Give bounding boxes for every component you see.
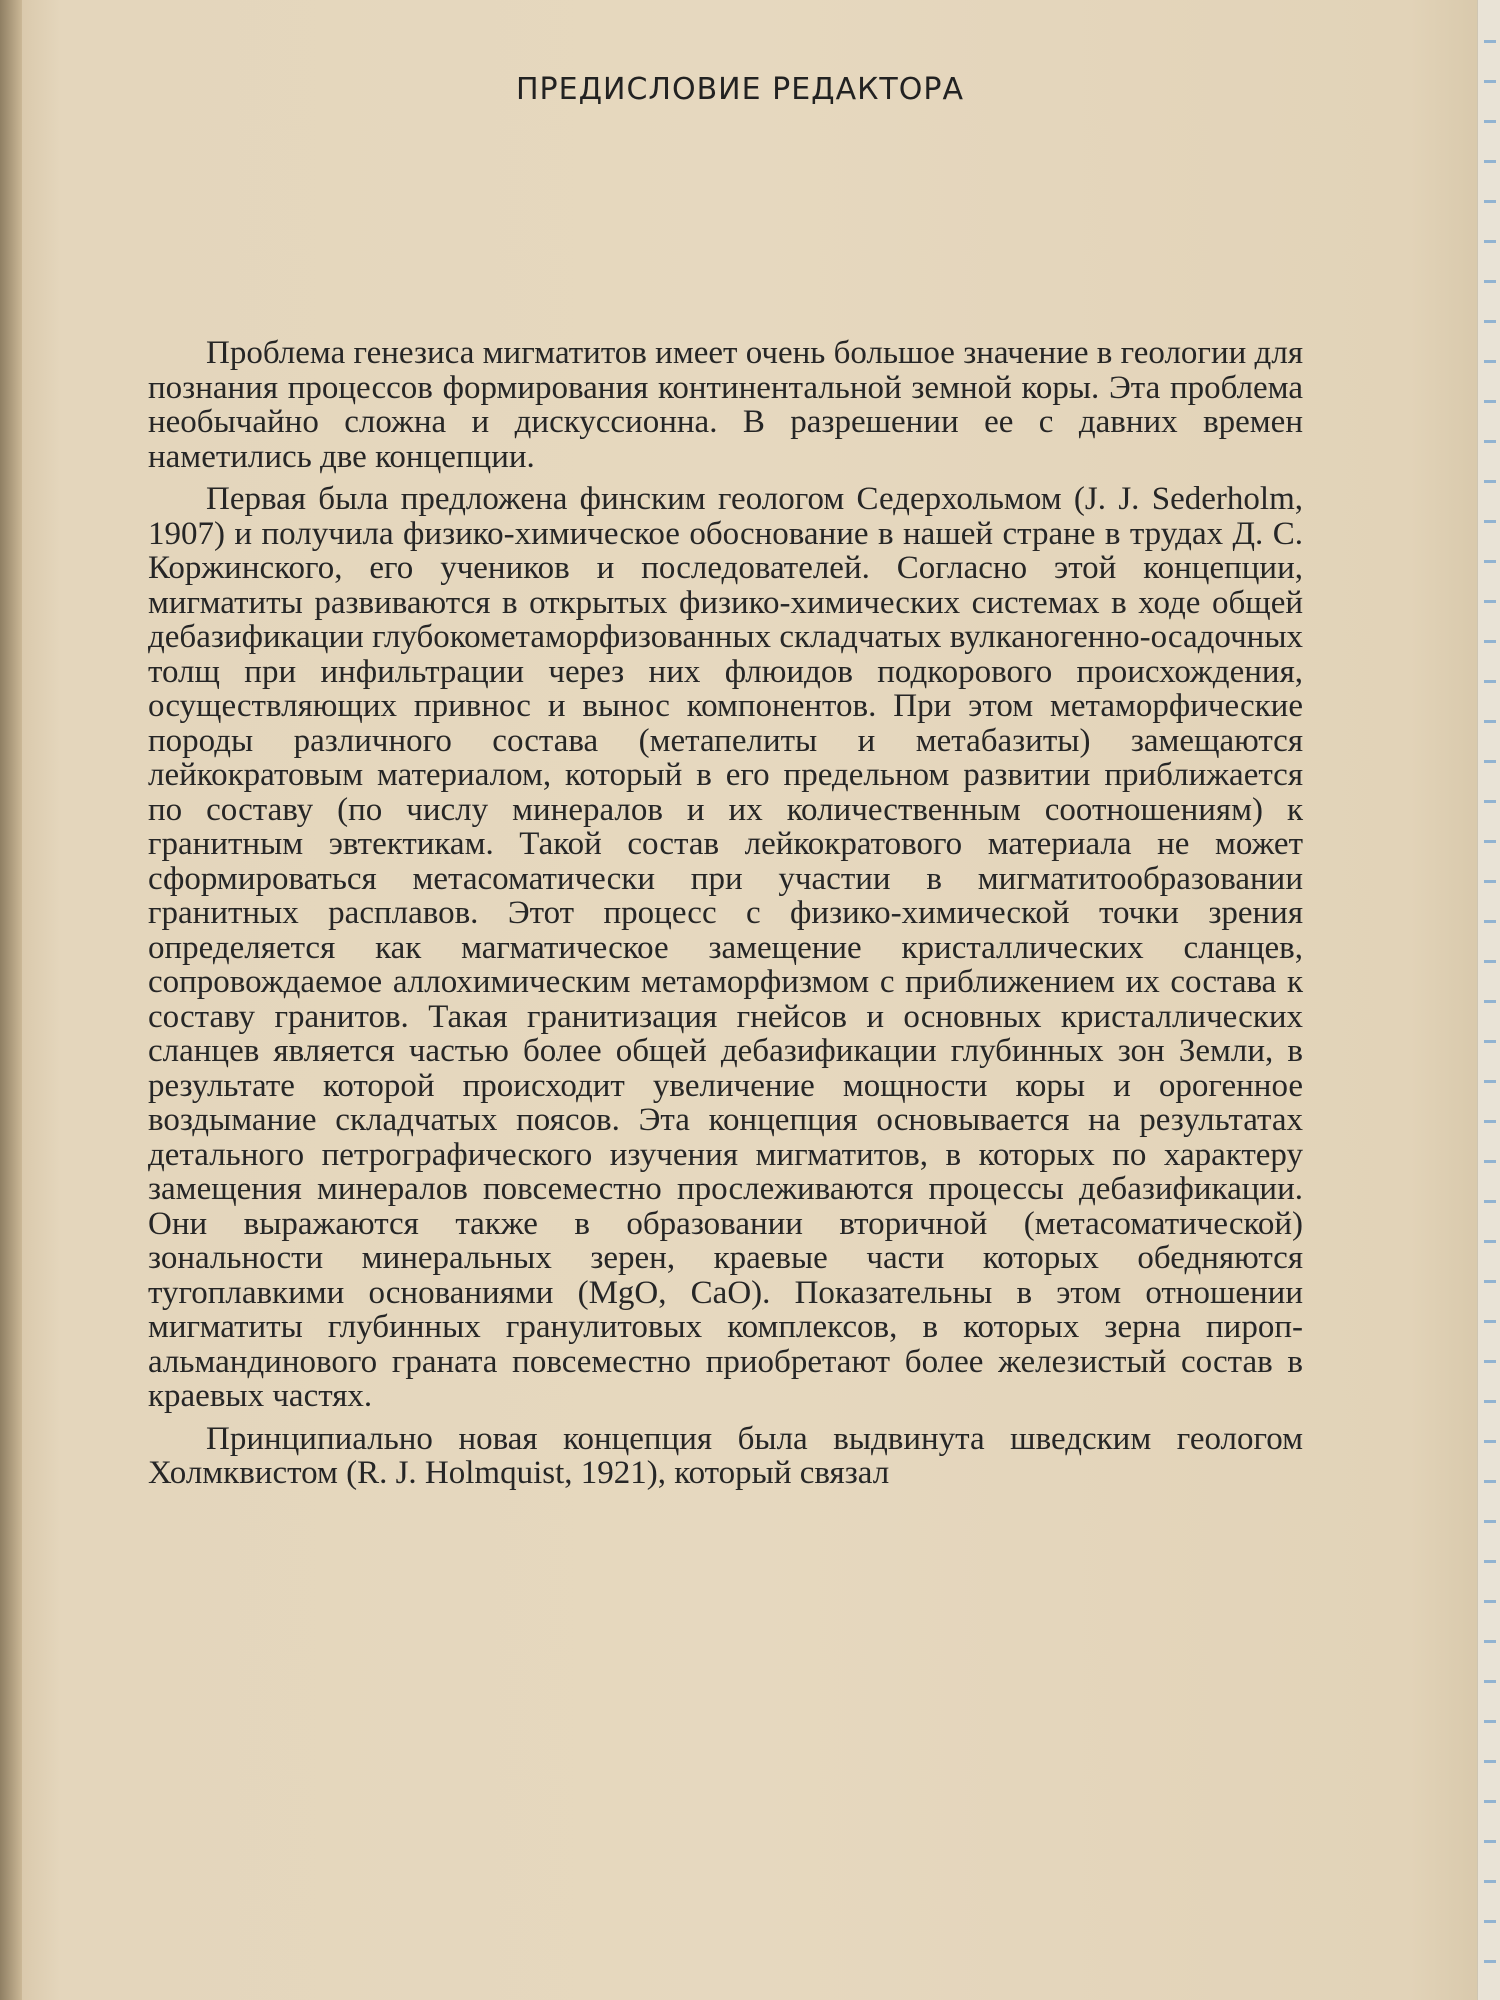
edge-tick — [1484, 360, 1496, 363]
paragraph-2: Первая была предложена финским геологом Седерхольмом (J. J. Sederholm, 1907) и получила физико-химическое обоснование в нашей стране в трудах Д. С. Коржинского, его учеников и последователей. Согласно этой концепции, мигматиты развиваются в открытых физико-химических системах в ходе общей дебазификации глубокометаморфизованных складчатых вулканогенно-осадочных толщ при инфильтрации через них флюидов подкорового происхождения, осуществляющих привнос и вынос компонентов. При этом метаморфические породы различного состава (метапелиты и метабазиты) замещаются лейкократовым материалом, который в его предельном развитии приближается по составу (по числу минералов и их количественным соотношениям) к гранитным эвтектикам. Такой состав лейкократового материала не может сформироваться метасоматически при участии в мигматитообразовании гранитных расплавов. Этот процесс с физико-химической точки зрения определяется как магматическое замещение кристаллических сланцев, сопровождаемое аллохимическим метаморфизмом с приближением их состава к составу гранитов. Такая гранитизация гнейсов и основных кристаллических сланцев является частью более общей дебазификации глубинных зон Земли, в результате которой происходит увеличение мощности коры и орогенное воздымание складчатых поясов. Эта концепция основывается на результатах детального петрографического изучения мигматитов, в которых по характеру замещения минералов повсеместно прослеживаются процессы дебазификации. Они выражаются также в образовании вторичной (метасоматической) зональности минеральных зерен, краевые части которых обедняются тугоплавкими основаниями (MgO, CaO). Показательны в этом отношении мигматиты глубинных гранулитовых комплексов, в которых зерна пироп-альмандинового граната повсеместно приобретают более железистый состав в краевых частях. — [148, 481, 1303, 1414]
edge-tick — [1484, 1920, 1496, 1923]
edge-tick — [1484, 1160, 1496, 1163]
edge-tick — [1484, 920, 1496, 923]
edge-tick — [1484, 1480, 1496, 1483]
edge-tick — [1484, 1800, 1496, 1803]
edge-tick — [1484, 1360, 1496, 1363]
edge-tick — [1484, 1840, 1496, 1843]
edge-tick — [1484, 1200, 1496, 1203]
edge-tick — [1484, 1560, 1496, 1563]
edge-tick — [1484, 120, 1496, 123]
edge-tick — [1484, 1520, 1496, 1523]
page-title: ПРЕДИСЛОВИЕ РЕДАКТОРА — [516, 72, 964, 107]
edge-tick — [1484, 280, 1496, 283]
edge-tick — [1484, 560, 1496, 563]
edge-tick — [1484, 400, 1496, 403]
edge-tick — [1484, 1400, 1496, 1403]
paragraph-3: Принципиально новая концепция была выдвинута шведским геологом Холмквистом (R. J. Holmquist, 1921), который связал — [148, 1420, 1303, 1491]
edge-tick — [1484, 720, 1496, 723]
edge-tick — [1484, 1600, 1496, 1603]
edge-tick — [1484, 320, 1496, 323]
edge-tick — [1484, 440, 1496, 443]
edge-tick — [1484, 600, 1496, 603]
book-gutter — [0, 0, 22, 2000]
edge-tick — [1484, 800, 1496, 803]
edge-tick — [1484, 840, 1496, 843]
edge-tick — [1484, 1720, 1496, 1723]
edge-tick — [1484, 680, 1496, 683]
edge-tick — [1484, 1120, 1496, 1123]
edge-tick — [1484, 1040, 1496, 1043]
edge-tick — [1484, 1280, 1496, 1283]
edge-tick — [1484, 1000, 1496, 1003]
edge-tick — [1484, 640, 1496, 643]
edge-tick — [1484, 1320, 1496, 1323]
edge-tick — [1484, 880, 1496, 883]
edge-tick — [1484, 480, 1496, 483]
edge-tick — [1484, 200, 1496, 203]
edge-tick — [1484, 1440, 1496, 1443]
edge-tick — [1484, 80, 1496, 83]
edge-tick — [1484, 1880, 1496, 1883]
edge-tick — [1484, 1960, 1496, 1963]
edge-tick — [1484, 1640, 1496, 1643]
page-edge-strip — [1477, 0, 1500, 2000]
edge-tick — [1484, 960, 1496, 963]
edge-tick — [1484, 760, 1496, 763]
edge-tick — [1484, 1680, 1496, 1683]
paragraph-1: Проблема генезиса мигматитов имеет очень большое значение в геологии для познания процессов формирования континентальной земной коры. Эта проблема необычайно сложна и дискуссионна. В разрешении ее с давних времен наметились две концепции. — [148, 335, 1303, 475]
edge-tick — [1484, 1760, 1496, 1763]
edge-tick — [1484, 1240, 1496, 1243]
edge-tick — [1484, 240, 1496, 243]
body-text — [148, 336, 1303, 1499]
edge-tick — [1484, 1080, 1496, 1083]
edge-tick — [1484, 160, 1496, 163]
edge-tick — [1484, 520, 1496, 523]
edge-tick — [1484, 40, 1496, 43]
